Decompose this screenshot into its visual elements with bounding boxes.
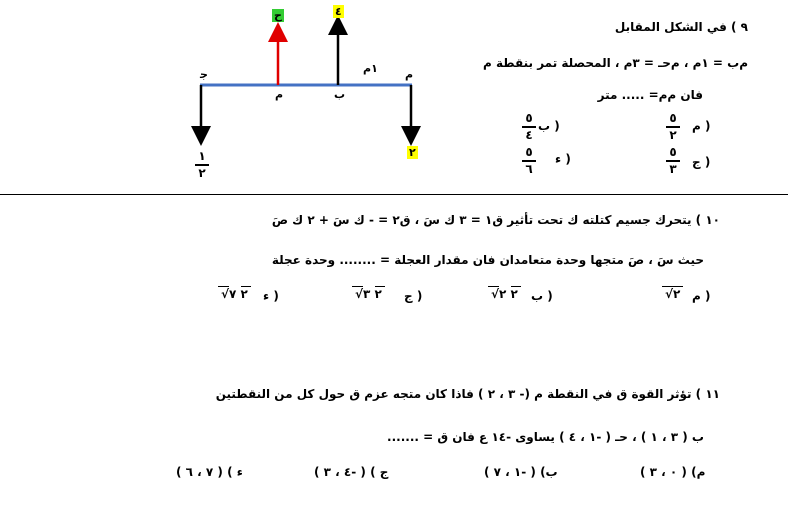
q11-choice-a[interactable]: ﻡ) ( ٠ ، ٣ ) — [640, 465, 706, 479]
q10-choice-a-label[interactable]: ﻡ ) — [692, 289, 711, 303]
label-point-c: ﺟ — [200, 68, 208, 81]
tag-resultant: ح — [274, 9, 282, 22]
q10-choice-c-value: √٢ ٣ — [352, 287, 385, 301]
q11-line2: ب ( ٣ ، ١ ) ، حـ ( -١ ، ٤ ) يساوى -١٤ ع فان ﻕ = ....... — [387, 430, 704, 444]
q9-ask: فان ﻡم= ..... متر — [597, 88, 703, 102]
label-point-m: م — [275, 88, 284, 101]
q9-choice-a-frac: ٥ ٢ — [666, 112, 680, 142]
tag-force-2: ٢ — [409, 146, 416, 159]
q10-choice-d-label[interactable]: ء ) — [263, 289, 279, 303]
q11-line1: ١١ ) تؤثر القوة ﻕ في النقطة ﻡ (- ٣ ، ٢ ) فاذا كان متجه عزم ﻕ حول كل من النقطتين — [215, 387, 720, 401]
q9-choice-a-label[interactable]: ﻡ ) — [692, 119, 711, 133]
q11-choice-b[interactable]: ب) ( -١ ، ٧ ) — [484, 465, 558, 479]
q9-choice-d-frac: ٥ ٦ — [522, 146, 536, 176]
q11-choice-c[interactable]: ج ) ( -٤ ، ٣ ) — [314, 465, 389, 479]
q9-choice-c-label[interactable]: ج ) — [692, 155, 711, 169]
q10-choice-b-value: √٢ ٢ — [488, 287, 521, 301]
tag-force-4: ٤ — [335, 5, 342, 18]
q10-line1: ١٠ ) يتحرك جسيم كتلته ك تحت تأثير ﻕ١ = ٣ ك سَ ، ﻕ٢ = - ك سَ + ٢ ك صَ — [271, 213, 720, 227]
separator-top — [0, 194, 788, 195]
label-point-a: ﻡ — [405, 68, 414, 81]
q9-given: ﻡب = ١م ، ﻡحـ = ٣م ، المحصلة تمر بنقطة م — [483, 56, 748, 70]
q10-choice-a-value: √٢ — [662, 287, 683, 301]
label-force-half: ١ ٢ — [195, 150, 209, 180]
q9-title: ٩ ) في الشكل المقابل — [614, 20, 748, 34]
q10-choice-b-label[interactable]: ب ) — [531, 289, 553, 303]
q11-choice-d[interactable]: ء ) ( ٧ ، ٦ ) — [176, 465, 243, 479]
label-point-b: ب — [334, 88, 346, 101]
q9-choice-b-frac: ٥ ٤ — [522, 112, 536, 142]
label-distance: ١م — [363, 62, 378, 75]
q10-choice-d-value: √٢ ٧ — [218, 287, 251, 301]
q9-choice-b-label[interactable]: ب ) — [538, 119, 560, 133]
q10-line2: حيث سَ ، صَ متجها وحدة متعامدان فان مقدار العجلة = ........ وحدة عجلة — [271, 253, 704, 267]
q9-choice-d-label[interactable]: ء ) — [555, 152, 571, 166]
q9-choice-c-frac: ٥ ٣ — [666, 146, 680, 176]
q10-choice-c-label[interactable]: ج ) — [404, 289, 423, 303]
